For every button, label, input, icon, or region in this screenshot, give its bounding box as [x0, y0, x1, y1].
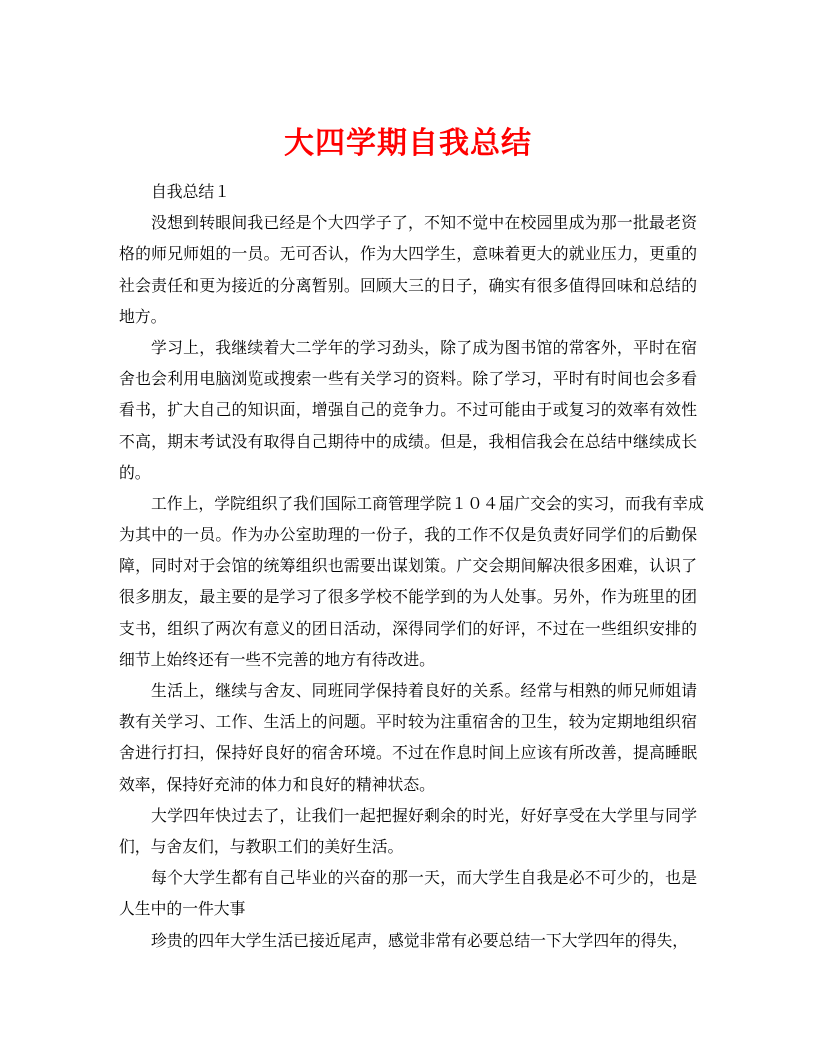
section-heading: 自我总结１ [151, 182, 230, 201]
paragraph-study [119, 332, 697, 488]
paragraph-line: 舍进行打扫，保持好良好的宿舍环境。不过在作息时间上应该有所改善，提高睡眠 [119, 743, 697, 763]
paragraph-line: 生活上，继续与舍友、同班同学保持着良好的关系。经常与相熟的师兄师姐请 [151, 681, 697, 701]
paragraph-line: 地方。 [119, 306, 167, 326]
paragraph-line: 效率，保持好充沛的体力和良好的精神状态。 [119, 774, 435, 794]
document-body [119, 176, 704, 956]
paragraph-life [119, 675, 697, 800]
paragraph-line: 不高，期末考试没有取得自己期待中的成绩。但是，我相信我会在总结中继续成长 [119, 431, 697, 451]
paragraph-line: 很多朋友，最主要的是学习了很多学校不能学到的为人处事。另外，作为班里的团 [119, 587, 697, 607]
paragraph-line: 学习上，我继续着大二学年的学习劲头，除了成为图书馆的常客外，平时在宿 [151, 337, 697, 357]
paragraph-line: 支书，组织了两次有意义的团日活动，深得同学们的好评，不过在一些组织安排的 [119, 618, 697, 638]
paragraph-line: 的。 [119, 462, 151, 482]
paragraph-closing [119, 800, 697, 862]
paragraph-line: 舍也会利用电脑浏览或搜索一些有关学习的资料。除了学习，平时有时间也会多看 [119, 369, 697, 389]
paragraph-four-years [119, 925, 697, 956]
paragraph-line: 格的师兄师姐的一员。无可否认，作为大四学生，意味着更大的就业压力，更重的 [119, 244, 697, 264]
document-title: 大四学期自我总结 [284, 126, 532, 162]
paragraph-line: 没想到转眼间我已经是个大四学子了，不知不觉中在校园里成为那一批最老资 [151, 213, 697, 233]
paragraph-line: 为其中的一员。作为办公室助理的一份子，我的工作不仅是负责好同学们的后勤保 [119, 525, 697, 545]
paragraph-line: 珍贵的四年大学生活已接近尾声，感觉非常有必要总结一下大学四年的得失， [151, 930, 689, 950]
paragraph-line: 障，同时对于会馆的统筹组织也需要出谋划策。广交会期间解决很多困难，认识了 [119, 556, 697, 576]
paragraph-line: 每个大学生都有自己毕业的兴奋的那一天，而大学生自我是必不可少的，也是 [151, 868, 697, 888]
paragraph-line: 教有关学习、工作、生活上的问题。平时较为注重宿舍的卫生，较为定期地组织宿 [119, 712, 697, 732]
paragraph-line: 社会责任和更为接近的分离暂别。回顾大三的日子，确实有很多值得回味和总结的 [119, 275, 697, 295]
paragraph-line: 们，与舍友们，与教职工们的美好生活。 [119, 836, 404, 856]
paragraph-intro [119, 207, 697, 332]
paragraph-line: 工作上，学院组织了我们国际工商管理学院１０４届广交会的实习，而我有幸成 [151, 493, 704, 513]
paragraph-line: 人生中的一件大事 [119, 899, 246, 919]
paragraph-line: 大学四年快过去了，让我们一起把握好剩余的时光，好好享受在大学里与同学 [151, 805, 697, 825]
paragraph-graduation [119, 862, 697, 924]
paragraph-line: 看书，扩大自己的知识面，增强自己的竞争力。不过可能由于或复习的效率有效性 [119, 400, 697, 420]
paragraph-line: 细节上始终还有一些不完善的地方有待改进。 [119, 649, 435, 669]
paragraph-work [119, 488, 704, 675]
